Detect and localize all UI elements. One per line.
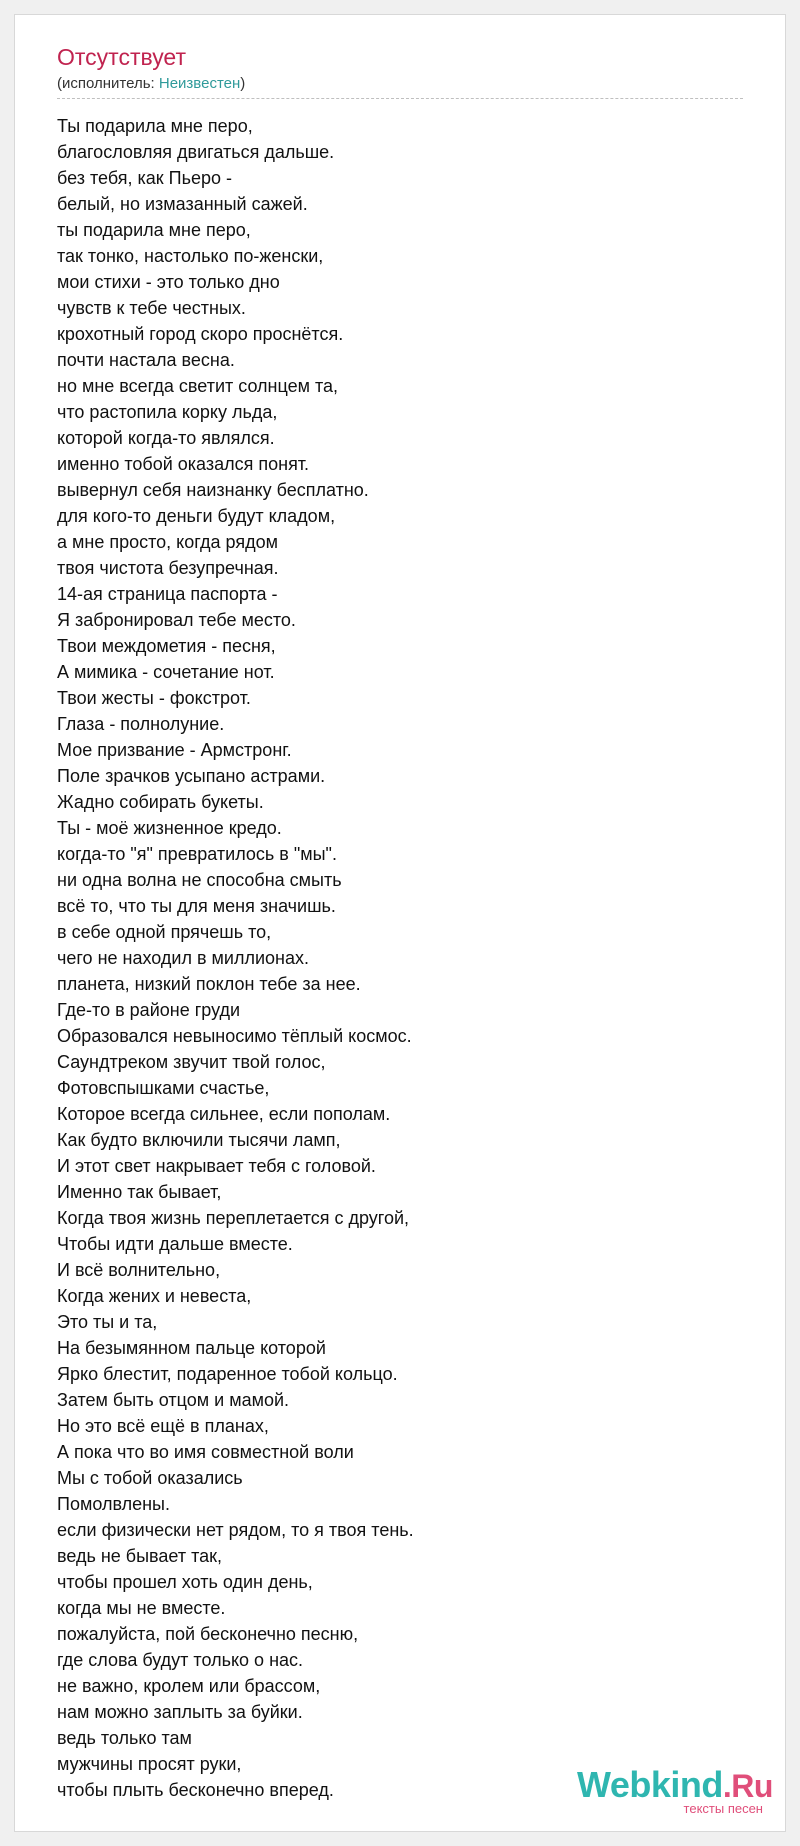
lyric-line: планета, низкий поклон тебе за нее. bbox=[57, 974, 361, 994]
artist-prefix: (исполнитель: bbox=[57, 75, 159, 92]
lyric-line: пожалуйста, пой бесконечно песню, bbox=[57, 1624, 359, 1644]
lyric-line: благословляя двигаться дальше. bbox=[57, 142, 335, 162]
lyric-line: чего не находил в миллионах. bbox=[57, 948, 309, 968]
lyric-line: когда мы не вместе. bbox=[57, 1598, 226, 1618]
lyric-line: ни одна волна не способна смыть bbox=[57, 870, 342, 890]
artist-link[interactable]: Неизвестен bbox=[158, 75, 241, 92]
lyric-line: которой когда-то являлся. bbox=[57, 428, 275, 448]
lyric-line: Которое всегда сильнее, если пополам. bbox=[57, 1104, 391, 1124]
lyric-line: для кого-то деньги будут кладом, bbox=[57, 506, 336, 526]
lyric-line: Ярко блестит, подаренное тобой кольцо. bbox=[57, 1364, 398, 1384]
lyric-line: Саундтреком звучит твой голос, bbox=[57, 1052, 326, 1072]
lyric-line: белый, но измазанный сажей. bbox=[57, 194, 308, 214]
lyric-line: Затем быть отцом и мамой. bbox=[57, 1390, 290, 1410]
lyric-line: не важно, кролем или брассом, bbox=[57, 1676, 321, 1696]
lyric-line: Твои жесты - фокстрот. bbox=[57, 688, 251, 708]
lyric-line: именно тобой оказался понят. bbox=[57, 454, 310, 474]
lyric-line: Твои междометия - песня, bbox=[57, 636, 276, 656]
lyric-line: нам можно заплыть за буйки. bbox=[57, 1702, 303, 1722]
lyric-line: Где-то в районе груди bbox=[57, 1000, 241, 1020]
title-divider bbox=[57, 98, 743, 99]
lyric-line: А пока что во имя совместной воли bbox=[57, 1442, 354, 1462]
lyrics-text bbox=[57, 113, 743, 1803]
lyric-line: Как будто включили тысячи ламп, bbox=[57, 1130, 341, 1150]
lyric-line: мои стихи - это только дно bbox=[57, 272, 280, 292]
logo-wordmark bbox=[577, 1764, 773, 1806]
lyric-line: так тонко, настолько по-женски, bbox=[57, 246, 324, 266]
lyric-line: Образовался невыносимо тёплый космос. bbox=[57, 1026, 412, 1046]
lyric-line: всё то, что ты для меня значишь. bbox=[57, 896, 336, 916]
lyric-line: когда-то "я" превратилось в "мы". bbox=[57, 844, 337, 864]
lyric-line: Когда твоя жизнь переплетается с другой, bbox=[57, 1208, 410, 1228]
lyric-line: Помолвлены. bbox=[57, 1494, 170, 1514]
lyric-line: в себе одной прячешь то, bbox=[57, 922, 272, 942]
lyric-line: но мне всегда светит солнцем та, bbox=[57, 376, 339, 396]
lyric-line: мужчины просят руки, bbox=[57, 1754, 242, 1774]
lyric-line: ты подарила мне перо, bbox=[57, 220, 251, 240]
lyric-line: Мое призвание - Армстронг. bbox=[57, 740, 292, 760]
lyrics-card bbox=[14, 14, 786, 1832]
lyric-line: что растопила корку льда, bbox=[57, 402, 278, 422]
lyric-line: Ты - моё жизненное кредо. bbox=[57, 818, 282, 838]
lyric-line: А мимика - сочетание нот. bbox=[57, 662, 275, 682]
lyric-line: без тебя, как Пьеро - bbox=[57, 168, 232, 188]
lyric-line: Ты подарила мне перо, bbox=[57, 116, 253, 136]
logo-domain-suffix: .Ru bbox=[722, 1768, 773, 1804]
lyric-line: если физически нет рядом, то я твоя тень. bbox=[57, 1520, 414, 1540]
site-logo[interactable] bbox=[577, 1764, 773, 1821]
lyric-line: Это ты и та, bbox=[57, 1312, 158, 1332]
song-title: Отсутствует bbox=[57, 44, 186, 70]
lyric-line: твоя чистота безупречная. bbox=[57, 558, 279, 578]
logo-main-text: Webkind bbox=[577, 1764, 723, 1805]
lyric-line: чтобы плыть бесконечно вперед. bbox=[57, 1780, 334, 1800]
lyric-line: Жадно собирать букеты. bbox=[57, 792, 264, 812]
lyric-line: Чтобы идти дальше вместе. bbox=[57, 1234, 293, 1254]
lyric-line: а мне просто, когда рядом bbox=[57, 532, 278, 552]
lyric-line: Когда жених и невеста, bbox=[57, 1286, 252, 1306]
logo-tagline: тексты песен bbox=[683, 1801, 763, 1816]
lyric-line: Поле зрачков усыпано астрами. bbox=[57, 766, 326, 786]
lyric-line: ведь не бывает так, bbox=[57, 1546, 223, 1566]
lyric-line: И всё волнительно, bbox=[57, 1260, 221, 1280]
lyric-line: 14-ая страница паспорта - bbox=[57, 584, 278, 604]
lyric-line: ведь только там bbox=[57, 1728, 192, 1748]
lyric-line: чтобы прошел хоть один день, bbox=[57, 1572, 313, 1592]
artist-suffix: ) bbox=[240, 75, 246, 92]
lyric-line: где слова будут только о нас. bbox=[57, 1650, 304, 1670]
lyric-line: Но это всё ещё в планах, bbox=[57, 1416, 269, 1436]
lyric-line: И этот свет накрывает тебя с головой. bbox=[57, 1156, 376, 1176]
lyric-line: Именно так бывает, bbox=[57, 1182, 222, 1202]
lyric-line: почти настала весна. bbox=[57, 350, 235, 370]
lyric-line: Мы с тобой оказались bbox=[57, 1468, 243, 1488]
lyric-line: Глаза - полнолуние. bbox=[57, 714, 225, 734]
lyric-line: Фотовспышками счастье, bbox=[57, 1078, 270, 1098]
lyric-line: На безымянном пальце которой bbox=[57, 1338, 326, 1358]
lyric-line: Я забронировал тебе место. bbox=[57, 610, 296, 630]
lyric-line: чувств к тебе честных. bbox=[57, 298, 246, 318]
lyric-line: крохотный город скоро проснётся. bbox=[57, 324, 344, 344]
lyric-line: вывернул себя наизнанку бесплатно. bbox=[57, 480, 369, 500]
artist-line bbox=[57, 75, 743, 93]
